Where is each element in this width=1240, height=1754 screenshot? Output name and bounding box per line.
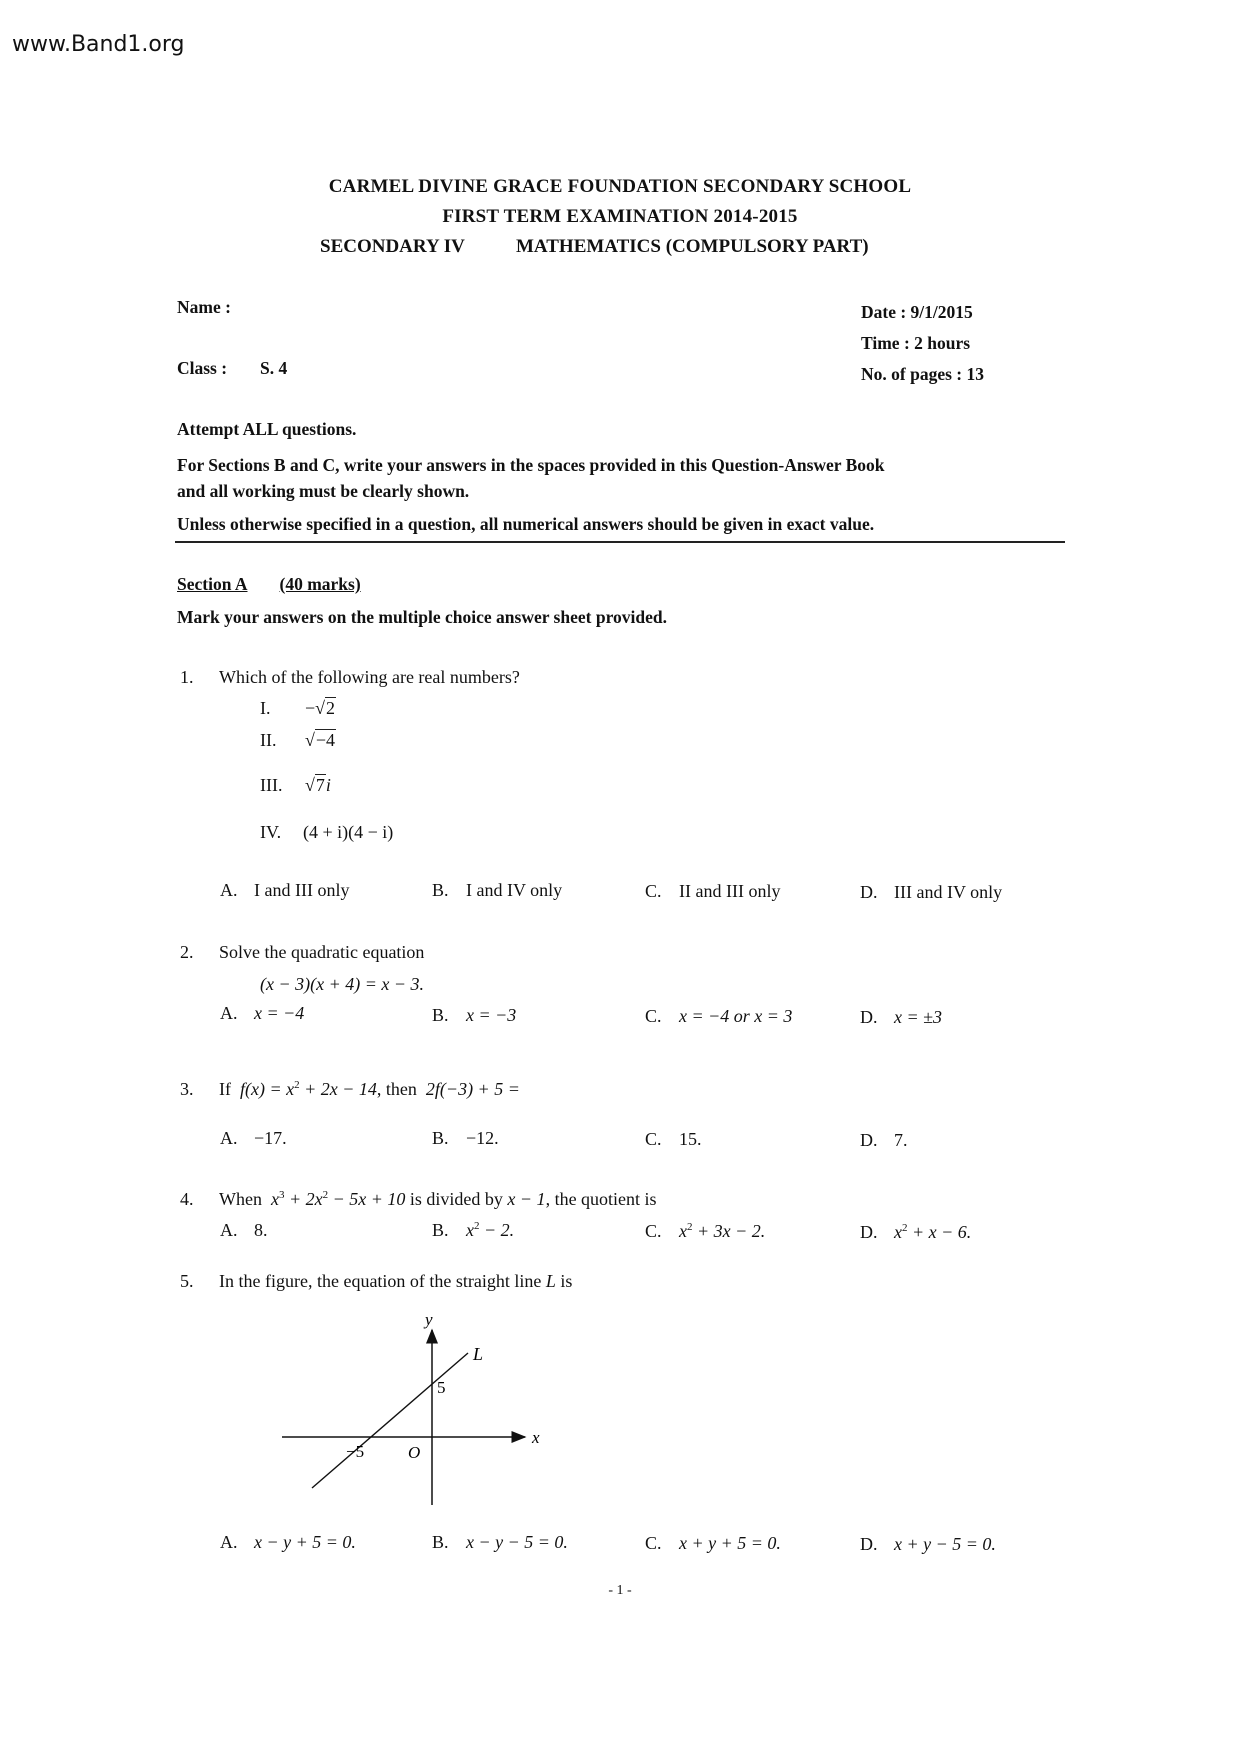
instruction-attempt-all: Attempt ALL questions. [177, 419, 357, 439]
option-label: A. [220, 1128, 238, 1148]
option-text: x = −4 or x = 3 [679, 1006, 793, 1026]
name-label: Name : [177, 297, 231, 317]
statement-expression [305, 730, 336, 751]
option-d[interactable] [860, 1534, 996, 1555]
option-text: III and IV only [894, 882, 1003, 902]
y-intercept-label: 5 [437, 1378, 446, 1397]
line-L [312, 1353, 468, 1488]
imaginary-unit: i [325, 775, 331, 795]
line-label: L [473, 1344, 484, 1364]
option-c[interactable] [645, 1129, 702, 1150]
option-a[interactable] [220, 880, 349, 901]
option-a[interactable] [220, 1220, 268, 1241]
statement-label: I. [260, 698, 271, 718]
option-text: 7. [894, 1130, 908, 1150]
text-when: When [219, 1189, 262, 1209]
question-number: 4. [180, 1189, 194, 1209]
option-a[interactable] [220, 1003, 304, 1024]
text-then: , then [376, 1079, 417, 1099]
section-title [177, 574, 361, 595]
option-label: A. [220, 1003, 238, 1023]
instruction-exact-value: Unless otherwise specified in a question, all numerical answers should be given in exact value. [177, 514, 875, 534]
text-if: If [219, 1079, 231, 1099]
option-label: D. [860, 1007, 878, 1027]
square-root: √−4 [305, 730, 336, 750]
poly-term: − 5x + 10 [328, 1189, 406, 1209]
text-intro: In the figure, the equation of the straight line [219, 1271, 546, 1291]
option-text: x − y + 5 = 0. [254, 1532, 356, 1552]
option-b[interactable] [432, 1005, 516, 1026]
option-label: C. [645, 1006, 662, 1026]
website-watermark: www.Band1.org [12, 32, 185, 57]
header-divider [175, 541, 1065, 543]
option-text: x + y − 5 = 0. [894, 1534, 996, 1554]
option-text: 15. [679, 1129, 702, 1149]
option-label: A. [220, 1220, 238, 1240]
exponent: 2 [902, 1222, 908, 1234]
option-label: C. [645, 881, 662, 901]
statement-expression [305, 775, 331, 796]
option-text: −12. [466, 1128, 499, 1148]
section-name: Section A [177, 574, 248, 594]
radicand: 7 [315, 775, 325, 795]
page-number: - 1 - [608, 1583, 632, 1598]
option-label: D. [860, 882, 878, 902]
option-rest: − 2. [479, 1220, 515, 1240]
text-divided-by: is divided by [405, 1189, 508, 1209]
origin-label: O [408, 1443, 421, 1462]
radicand: 2 [326, 698, 336, 718]
option-d[interactable] [860, 1007, 942, 1028]
section-marks: (40 marks) [279, 574, 361, 594]
option-text: x = −4 [254, 1003, 305, 1023]
option-label: C. [645, 1129, 662, 1149]
class-label: Class : [177, 358, 228, 378]
text-quotient: , the quotient is [545, 1189, 657, 1209]
option-text: x = ±3 [894, 1007, 943, 1027]
line-graph-figure [270, 1310, 550, 1510]
class-value: S. 4 [260, 358, 288, 378]
text-is: is [555, 1271, 573, 1291]
square-root: √7 [305, 775, 325, 795]
option-label: B. [432, 1128, 449, 1148]
option-d[interactable] [860, 1222, 971, 1243]
option-label: D. [860, 1130, 878, 1150]
option-b[interactable] [432, 880, 562, 901]
option-text: I and IV only [466, 880, 563, 900]
option-text: x − y − 5 = 0. [466, 1532, 568, 1552]
exponent: 2 [687, 1221, 693, 1233]
option-label: D. [860, 1534, 878, 1554]
expression: 2f(−3) + 5 = [425, 1079, 520, 1099]
subject-label: MATHEMATICS (COMPULSORY PART) [516, 236, 869, 257]
option-label: C. [645, 1533, 662, 1553]
option-d[interactable] [860, 882, 1002, 903]
level-label: SECONDARY IV [320, 236, 465, 257]
option-text: I and III only [254, 880, 350, 900]
option-label: B. [432, 880, 449, 900]
statement-expression [305, 698, 336, 719]
option-text: 8. [254, 1220, 268, 1240]
option-a[interactable] [220, 1532, 356, 1553]
question-number: 1. [180, 667, 194, 687]
statement-label: IV. [260, 822, 282, 842]
exponent: 2 [294, 1079, 300, 1091]
line-name: L [545, 1271, 556, 1291]
option-base: x [894, 1222, 902, 1242]
option-label: B. [432, 1532, 449, 1552]
option-text: x = −3 [466, 1005, 517, 1025]
option-text: x + y + 5 = 0. [679, 1533, 781, 1553]
option-a[interactable] [220, 1128, 287, 1149]
option-c[interactable] [645, 881, 780, 902]
page-count: No. of pages : 13 [861, 364, 984, 384]
option-c[interactable] [645, 1221, 765, 1242]
question-text: Which of the following are real numbers? [219, 667, 520, 687]
instruction-working: and all working must be clearly shown. [177, 481, 470, 501]
square-root: √2 [315, 698, 336, 718]
statement-expression: (4 + i)(4 − i) [303, 822, 394, 842]
option-d[interactable] [860, 1130, 908, 1151]
divisor: x − 1 [507, 1189, 546, 1209]
option-c[interactable] [645, 1006, 792, 1027]
poly-term: x [270, 1189, 279, 1209]
option-b[interactable] [432, 1220, 514, 1241]
option-label: A. [220, 1532, 238, 1552]
question-number: 5. [180, 1271, 194, 1291]
quadratic-equation: (x − 3)(x + 4) = x − 3. [260, 974, 425, 994]
option-label: C. [645, 1221, 662, 1241]
option-rest: + x − 6. [907, 1222, 972, 1242]
option-c[interactable] [645, 1533, 781, 1554]
option-text: −17. [254, 1128, 287, 1148]
radicand: −4 [315, 730, 336, 750]
statement-label: III. [260, 775, 283, 795]
school-name: CARMEL DIVINE GRACE FOUNDATION SECONDARY SCHOOL [328, 176, 912, 197]
question-text [219, 1271, 572, 1292]
question-text [219, 1079, 520, 1100]
option-label: B. [432, 1005, 449, 1025]
exponent: 2 [322, 1189, 329, 1201]
option-b[interactable] [432, 1128, 499, 1149]
option-rest: + 3x − 2. [692, 1221, 766, 1241]
exponent: 2 [474, 1220, 480, 1232]
x-intercept-label: −5 [346, 1442, 365, 1461]
question-text: Solve the quadratic equation [219, 942, 425, 962]
minus-sign: − [305, 698, 316, 718]
option-label: B. [432, 1220, 449, 1240]
option-b[interactable] [432, 1532, 568, 1553]
section-note: Mark your answers on the multiple choice answer sheet provided. [177, 607, 667, 627]
exam-time: Time : 2 hours [861, 333, 971, 353]
statement-label: II. [260, 730, 277, 750]
option-label: D. [860, 1222, 878, 1242]
option-label: A. [220, 880, 238, 900]
y-axis-label: y [425, 1310, 433, 1329]
question-number: 3. [180, 1079, 194, 1099]
exam-date: Date : 9/1/2015 [861, 302, 973, 322]
question-text [219, 1189, 657, 1210]
x-axis-label: x [532, 1428, 540, 1447]
question-number: 2. [180, 942, 194, 962]
instruction-sections-bc: For Sections B and C, write your answers in the spaces provided in this Question-Answer Book [177, 455, 885, 475]
option-base: x [466, 1220, 474, 1240]
function-definition: f(x) = x [240, 1079, 295, 1099]
function-rest: + 2x − 14 [299, 1079, 377, 1099]
option-base: x [679, 1221, 687, 1241]
poly-term: + 2x [284, 1189, 323, 1209]
exponent: 3 [278, 1189, 285, 1201]
option-text: II and III only [679, 881, 781, 901]
exam-title: FIRST TERM EXAMINATION 2014-2015 [442, 206, 798, 227]
